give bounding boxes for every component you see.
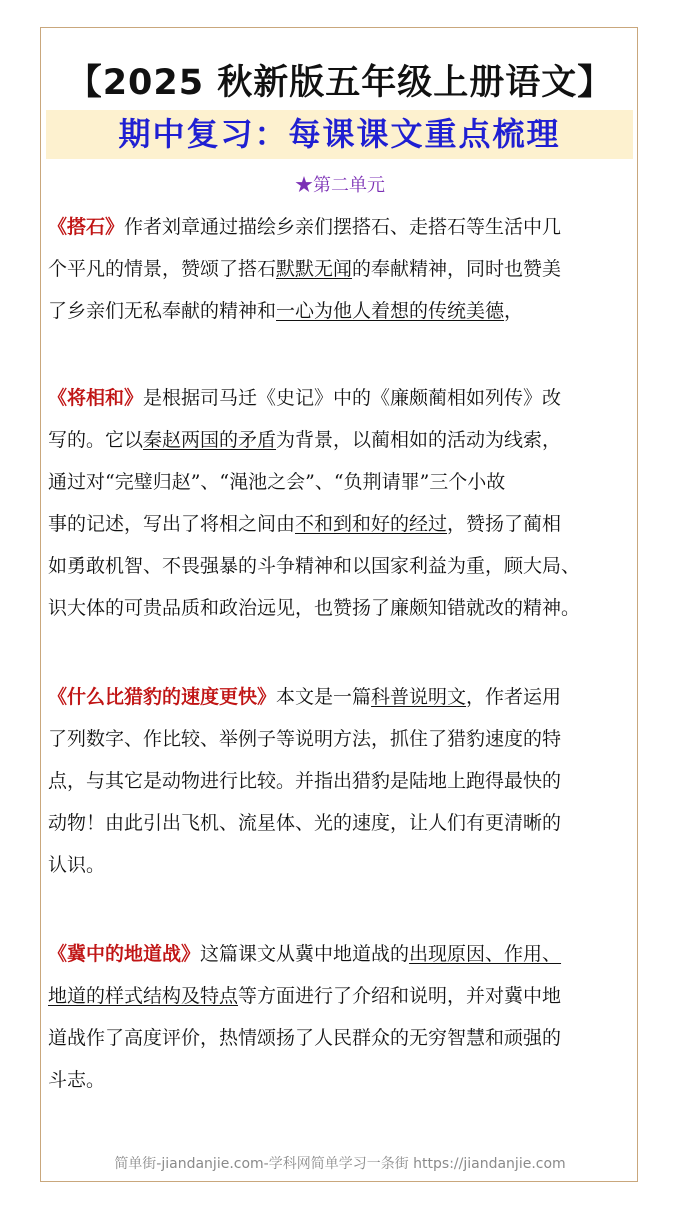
section-line (48, 468, 638, 510)
body-text: 个平凡的情景，赞颂了搭石 (48, 258, 277, 280)
body-text: 了乡亲们无私奉献的精神和 (48, 300, 277, 322)
page-title: 【2025 秋新版五年级上册语文】 (66, 63, 614, 103)
key-point-underlined: 科普说明文 (371, 686, 467, 708)
section-line (48, 510, 638, 552)
section-line (48, 1066, 638, 1108)
section-line (48, 725, 638, 767)
body-text: 通过对“完璧归赵”、“渑池之会”、“负荆请罪”三个小故 (48, 471, 506, 493)
section-line (48, 297, 638, 339)
body-text: 本文是一篇 (276, 686, 372, 708)
section-line (48, 809, 638, 851)
section-line (48, 767, 638, 809)
key-point-underlined: 一心为他人着想的传统美德 (276, 300, 505, 322)
section-line (48, 851, 638, 893)
body-text: 的奉献精神，同时也赞美 (352, 258, 562, 280)
section-line (48, 683, 638, 725)
lesson-title: 《将相和》 (48, 387, 144, 409)
section-liebao (48, 683, 638, 893)
footer-watermark: 简单街-jiandanjie.com-学科网简单学习一条街 https://jiandanjie.com (114, 1156, 566, 1172)
key-point-underlined: 出现原因、作用、 (409, 943, 562, 965)
key-point-underlined: 不和到和好的经过 (295, 513, 448, 535)
body-text: 斗志。 (48, 1069, 106, 1091)
body-text: 识大体的可贵品质和政治远见，也赞扬了廉颇知错就改的精神。 (48, 597, 581, 619)
body-text: ，作者运用 (466, 686, 562, 708)
key-point-underlined: 地道的样式结构及特点 (48, 985, 239, 1007)
section-line (48, 982, 638, 1024)
body-text: 写的。它以 (48, 429, 144, 451)
page-subtitle: 期中复习：每课课文重点梳理 (118, 115, 561, 153)
lesson-title: 《什么比猎豹的速度更快》 (48, 686, 277, 708)
body-text: 点，与其它是动物进行比较。并指出猎豹是陆地上跑得最快的 (48, 770, 562, 792)
body-text: 作者刘章通过描绘乡亲们摆搭石、走搭石等生活中几 (124, 216, 562, 238)
body-text: 道战作了高度评价，热情颂扬了人民群众的无穷智慧和顽强的 (48, 1027, 562, 1049)
lesson-title: 《冀中的地道战》 (48, 943, 201, 965)
section-dashi (48, 213, 638, 339)
body-text: 事的记述，写出了将相之间由 (48, 513, 296, 535)
section-line (48, 552, 638, 594)
body-text: 动物！由此引出飞机、流星体、光的速度，让人们有更清晰的 (48, 812, 562, 834)
section-line (48, 594, 638, 636)
body-text: ， (504, 300, 524, 322)
unit-label: ★第二单元 (295, 175, 385, 196)
section-line (48, 255, 638, 297)
body-text: 如勇敢机智、不畏强暴的斗争精神和以国家利益为重，顾大局、 (48, 555, 581, 577)
body-text: ，赞扬了蔺相 (447, 513, 562, 535)
section-line (48, 940, 638, 982)
section-line (48, 384, 638, 426)
body-text: 等方面进行了介绍和说明，并对冀中地 (238, 985, 562, 1007)
section-line (48, 426, 638, 468)
body-text: 认识。 (48, 854, 106, 876)
body-text: 了列数字、作比较、举例子等说明方法，抓住了猎豹速度的特 (48, 728, 562, 750)
key-point-underlined: 默默无闻 (276, 258, 353, 280)
key-point-underlined: 秦赵两国的矛盾 (143, 429, 277, 451)
section-line (48, 213, 638, 255)
body-text: 是根据司马迁《史记》中的《廉颇蔺相如列传》改 (143, 387, 562, 409)
section-line (48, 1024, 638, 1066)
section-jiangxianghe (48, 384, 638, 636)
section-didaozhan (48, 940, 638, 1108)
body-text: 这篇课文从冀中地道战的 (200, 943, 410, 965)
lesson-title: 《搭石》 (48, 216, 125, 238)
body-text: 为背景，以蔺相如的活动为线索， (276, 429, 562, 451)
